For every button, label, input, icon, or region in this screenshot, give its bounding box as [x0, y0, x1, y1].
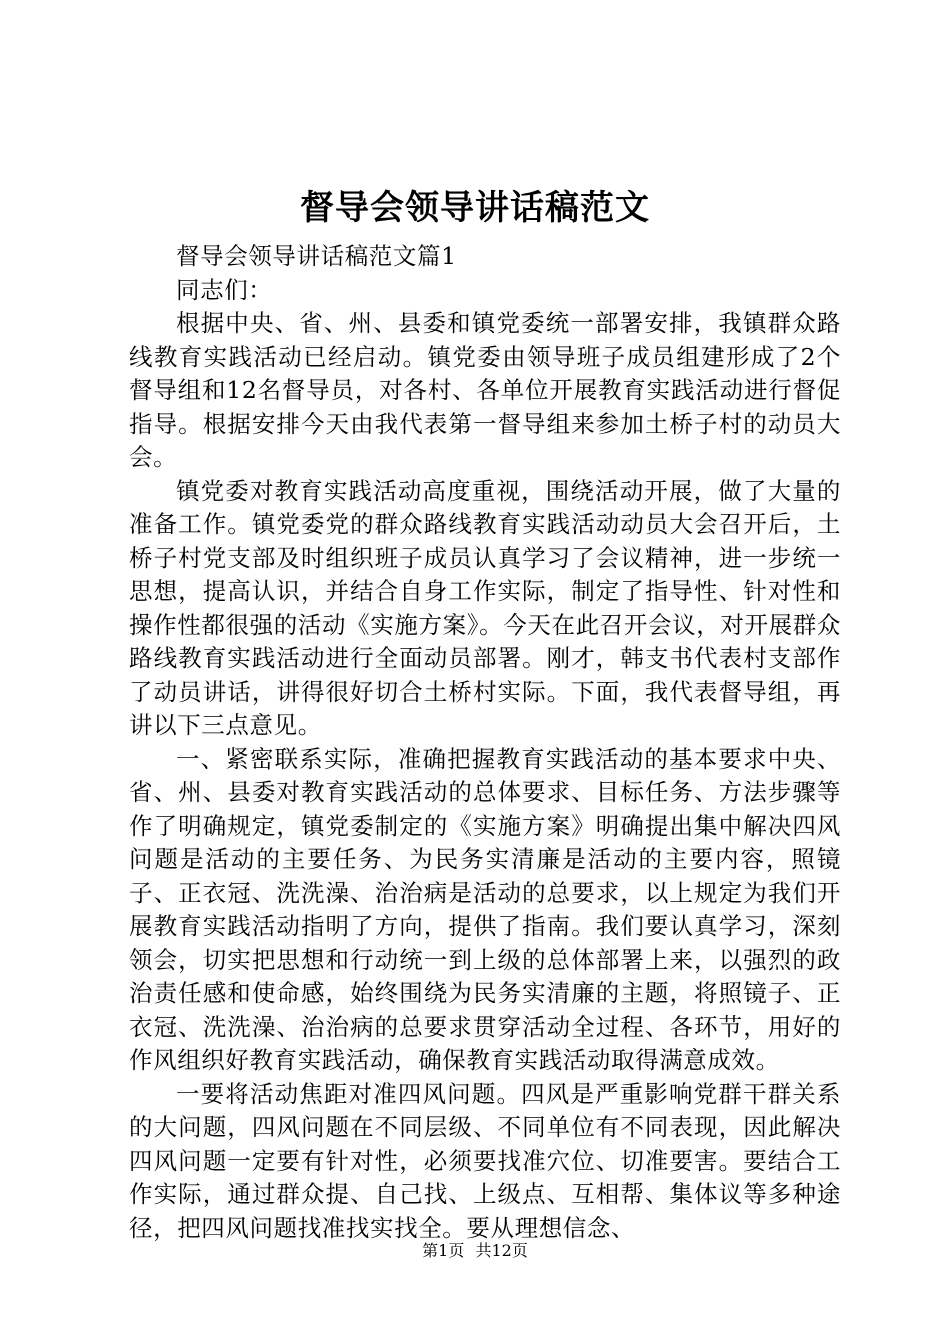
- document-body: [129, 240, 841, 1245]
- page-total: 共12页: [475, 1241, 528, 1260]
- section-heading: 督导会领导讲话稿范文篇1: [176, 242, 457, 270]
- body-paragraph: 根据中央、省、州、县委和镇党委统一部署安排，我镇群众路线教育实践活动已经启动。镇党委由领导班子成员组建形成了2个督导组和12名督导员，对各村、各单位开展教育实践活动进行督促指导。根据安排今天由我代表第一督导组来参加土桥子村的动员大会。: [129, 309, 841, 471]
- page-footer: [0, 1241, 950, 1261]
- body-paragraph: 一、紧密联系实际，准确把握教育实践活动的基本要求中央、省、州、县委对教育实践活动的总体要求、目标任务、方法步骤等作了明确规定，镇党委制定的《实施方案》明确提出集中解决四风问题是活动的主要任务、为民务实清廉是活动的主要内容，照镜子、正衣冠、洗洗澡、治治病是活动的总要求，以上规定为我们开展教育实践活动指明了方向，提供了指南。我们要认真学习，深刻领会，切实把思想和行动统一到上级的总体部署上来，以强烈的政治责任感和使命感，始终围绕为民务实清廉的主题，将照镜子、正衣冠、洗洗澡、治治病的总要求贯穿活动全过程、各环节，用好的作风组织好教育实践活动，确保教育实践活动取得满意成效。: [129, 744, 841, 1074]
- document-title: 督导会领导讲话稿范文: [300, 188, 650, 228]
- page-number: 第1页: [422, 1241, 465, 1260]
- salutation: 同志们：: [176, 275, 273, 304]
- body-paragraph: 一要将活动焦距对准四风问题。四风是严重影响党群干群关系的大问题，四风问题在不同层级、不同单位有不同表现，因此解决四风问题一定要有针对性，必须要找准穴位、切准要害。要结合工作实际，通过群众提、自己找、上级点、互相帮、集体议等多种途径，把四风问题找准找实找全。要从理想信念、: [129, 1079, 841, 1242]
- body-paragraph: 镇党委对教育实践活动高度重视，围绕活动开展，做了大量的准备工作。镇党委党的群众路线教育实践活动动员大会召开后，土桥子村党支部及时组织班子成员认真学习了会议精神，进一步统一思想，提高认识，并结合自身工作实际，制定了指导性、针对性和操作性都很强的活动《实施方案》。今天在此召开会议，对开展群众路线教育实践活动进行全面动员部署。刚才，韩支书代表村支部作了动员讲话，讲得很好切合土桥村实际。下面，我代表督导组，再讲以下三点意见。: [129, 476, 841, 739]
